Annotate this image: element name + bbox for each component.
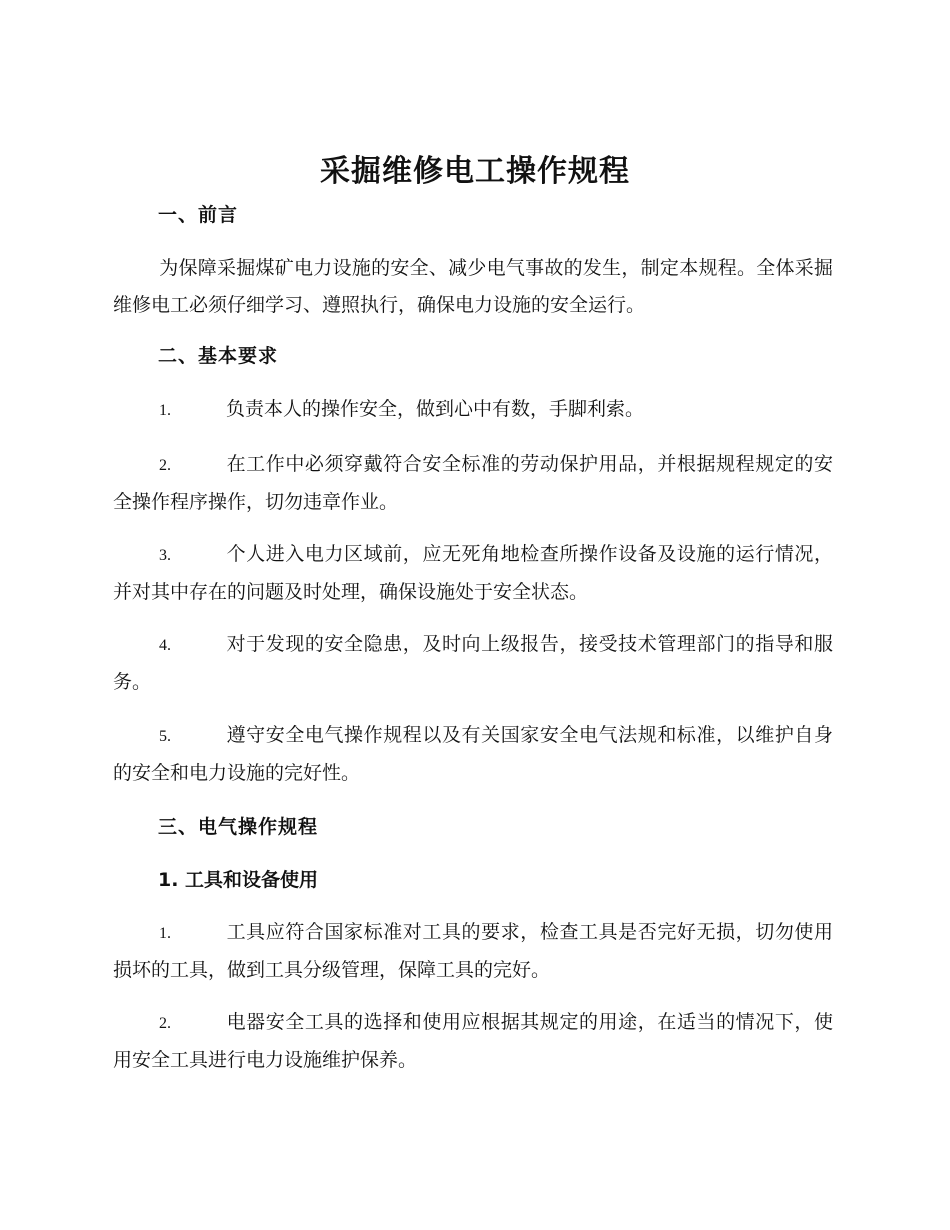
preface-paragraph [113, 250, 833, 324]
list-item-number: 2. [159, 457, 171, 474]
preface-text: 为保障采掘煤矿电力设施的安全、减少电气事故的发生，制定本规程。全体采掘维修电工必须仔细学习、遵照执行，确保电力设施的安全运行。 [113, 257, 833, 316]
list-item [113, 914, 833, 989]
subsection-heading-tools: 1. 工具和设备使用 [158, 869, 319, 891]
list-item-text: 电器安全工具的选择和使用应根据其规定的用途，在适当的情况下，使用安全工具进行电力设施维护保养。 [113, 1011, 833, 1071]
list-item [113, 717, 833, 792]
section-heading-electrical-procedures: 三、电气操作规程 [158, 816, 319, 838]
list-item [113, 391, 833, 429]
list-item-number: 4. [159, 637, 171, 654]
list-item-text: 在工作中必须穿戴符合安全标准的劳动保护用品，并根据规程规定的安全操作程序操作，切勿违章作业。 [113, 453, 833, 513]
list-item [113, 446, 833, 521]
list-item-number: 1. [159, 925, 171, 942]
document-title: 采掘维修电工操作规程 [320, 154, 630, 189]
section-heading-basic-requirements: 二、基本要求 [158, 345, 279, 367]
list-item-text: 负责本人的操作安全，做到心中有数，手脚利索。 [226, 398, 645, 420]
list-item-number: 5. [159, 728, 171, 745]
list-item-text: 遵守安全电气操作规程以及有关国家安全电气法规和标准，以维护自身的安全和电力设施的完好性。 [113, 724, 833, 784]
list-item [113, 1004, 833, 1079]
list-item-number: 3. [159, 547, 171, 564]
section-heading-preface: 一、前言 [158, 204, 239, 226]
list-item-text: 个人进入电力区域前，应无死角地检查所操作设备及设施的运行情况，并对其中存在的问题及时处理，确保设施处于安全状态。 [113, 543, 833, 603]
list-item-text: 对于发现的安全隐患，及时向上级报告，接受技术管理部门的指导和服务。 [113, 633, 833, 693]
list-item-number: 1. [159, 402, 171, 419]
list-item-number: 2. [159, 1015, 171, 1032]
list-item [113, 536, 833, 611]
list-item-text: 工具应符合国家标准对工具的要求，检查工具是否完好无损，切勿使用损坏的工具，做到工具分级管理，保障工具的完好。 [113, 921, 833, 981]
list-item [113, 626, 833, 701]
